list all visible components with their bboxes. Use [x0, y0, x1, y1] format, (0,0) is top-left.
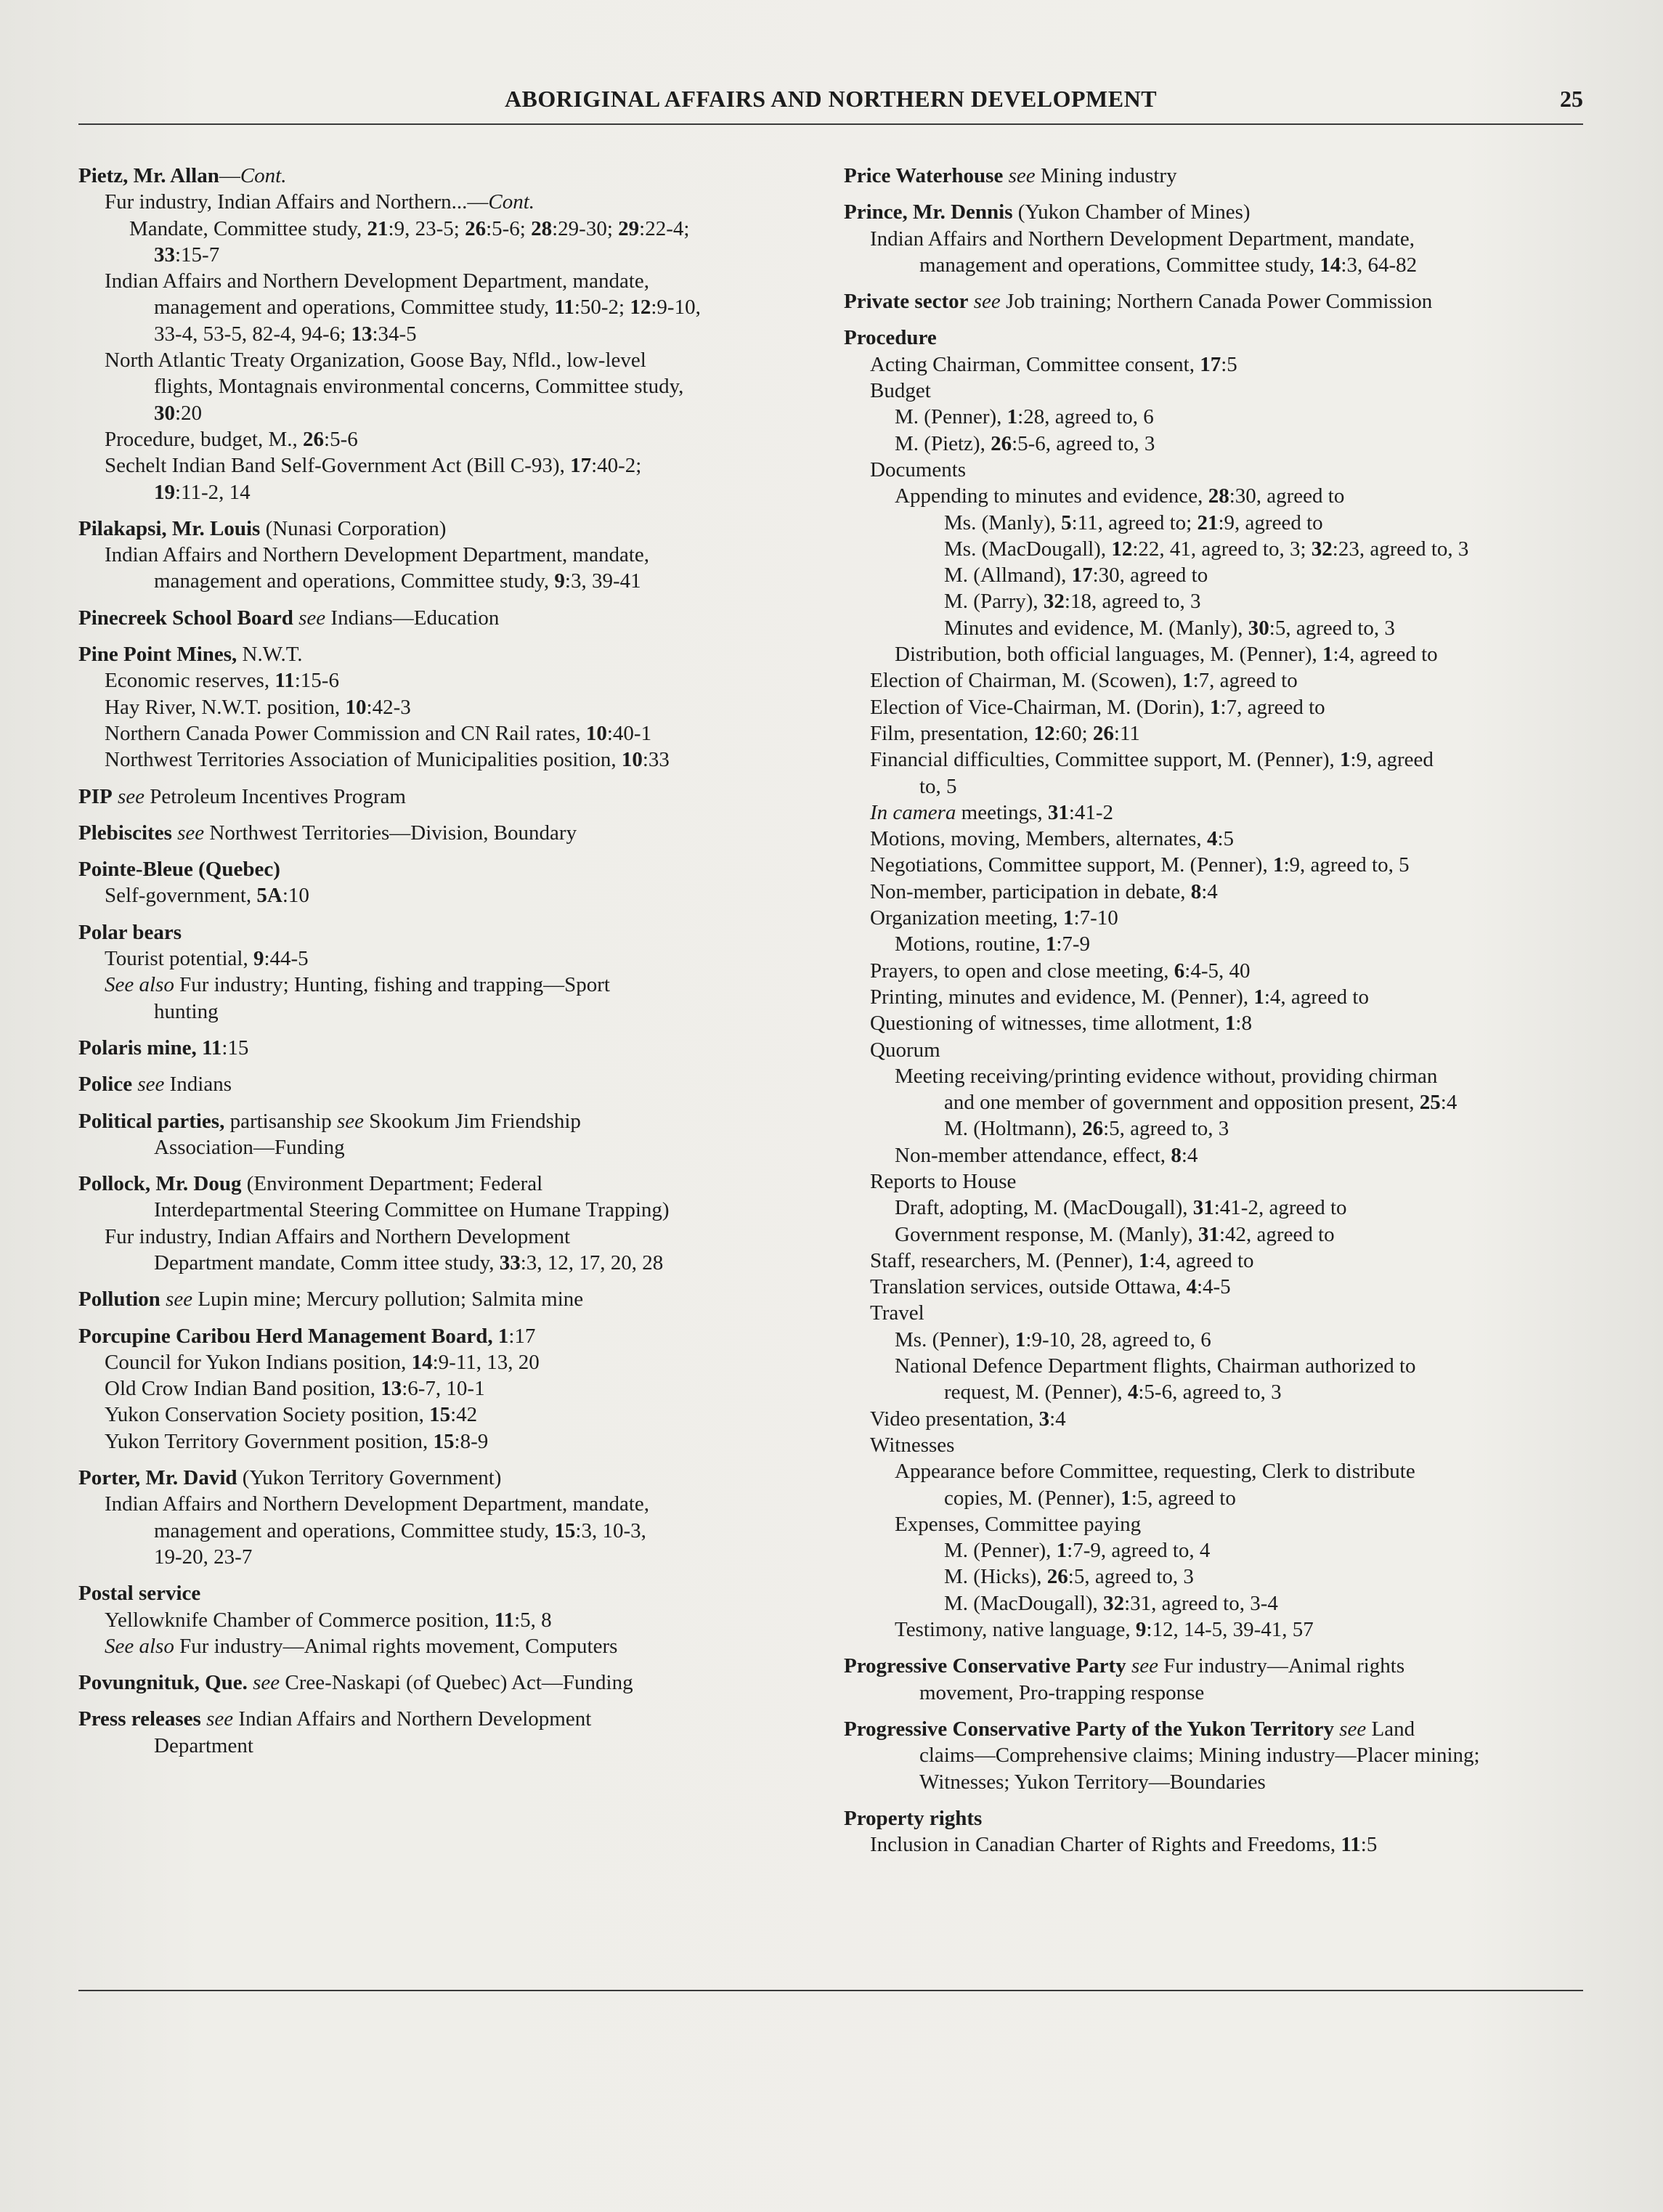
index-subentry: Witnesses; Yukon Territory—Boundaries — [919, 1770, 1266, 1794]
index-subentry: hunting — [154, 999, 219, 1023]
index-subentry: Budget — [870, 379, 931, 403]
index-subentry: to, 5 — [919, 774, 957, 798]
index-subentry: Non-member attendance, effect, 8:4 — [895, 1143, 1198, 1167]
index-subentry: Fur industry, Indian Affairs and Northern Development — [105, 1224, 571, 1248]
index-heading: Polaris mine, 11:15 — [78, 1036, 249, 1060]
header-rule — [78, 123, 1583, 125]
index-subentry: Northern Canada Power Commission and CN Rail rates, 10:40-1 — [105, 721, 652, 745]
index-subentry: Acting Chairman, Committee consent, 17:5 — [870, 352, 1237, 376]
index-subentry: 30:20 — [154, 401, 203, 425]
index-heading: Progressive Conservative Party see Fur industry—Animal rights — [844, 1654, 1405, 1678]
index-subentry: management and operations, Committee study, 11:50-2; 12:9-10, — [154, 296, 701, 320]
index-heading: Police see Indians — [78, 1073, 232, 1097]
index-subentry: 33-4, 53-5, 82-4, 94-6; 13:34-5 — [154, 322, 417, 346]
index-heading: Procedure — [844, 326, 937, 350]
page-number: 25 — [1560, 86, 1583, 112]
index-subentry: Non-member, participation in debate, 8:4 — [870, 879, 1218, 903]
index-subentry: Financial difficulties, Committee support, M. (Penner), 1:9, agreed — [870, 748, 1434, 772]
index-subentry: Motions, routine, 1:7-9 — [895, 932, 1091, 956]
index-subentry: Prayers, to open and close meeting, 6:4-5, 40 — [870, 959, 1251, 983]
index-subentry: Fur industry, Indian Affairs and Northern...—Cont. — [105, 190, 535, 214]
index-subentry: M. (Allmand), 17:30, agreed to — [944, 564, 1208, 587]
index-column-left — [78, 163, 805, 1769]
index-subentry: Indian Affairs and Northern Development Department, mandate, — [105, 269, 649, 293]
index-subentry: M. (Parry), 32:18, agreed to, 3 — [944, 590, 1201, 614]
index-subentry: copies, M. (Penner), 1:5, agreed to — [944, 1486, 1236, 1510]
index-entry — [78, 1323, 805, 1455]
index-entry — [78, 1580, 805, 1659]
index-heading: Pine Point Mines, N.W.T. — [78, 643, 303, 667]
index-heading: Porter, Mr. David (Yukon Territory Government) — [78, 1466, 502, 1490]
index-subentry: Self-government, 5A:10 — [105, 884, 309, 908]
index-subentry: Council for Yukon Indians position, 14:9-11, 13, 20 — [105, 1350, 540, 1374]
index-subentry: Reports to House — [870, 1169, 1017, 1193]
index-subentry: Witnesses — [870, 1433, 955, 1457]
index-subentry: 19-20, 23-7 — [154, 1545, 253, 1569]
page-header — [78, 86, 1583, 119]
index-subentry: Old Crow Indian Band position, 13:6-7, 10-1 — [105, 1377, 485, 1401]
index-entry — [78, 1670, 805, 1696]
index-subentry: In camera meetings, 31:41-2 — [870, 800, 1114, 824]
index-subentry: North Atlantic Treaty Organization, Goose Bay, Nfld., low-level — [105, 349, 646, 373]
index-subentry: Department — [154, 1733, 253, 1757]
index-subentry: Economic reserves, 11:15-6 — [105, 669, 339, 693]
index-subentry: M. (Penner), 1:7-9, agreed to, 4 — [944, 1539, 1211, 1563]
index-entry — [78, 163, 805, 505]
index-heading: Povungnituk, Que. see Cree-Naskapi (of Quebec) Act—Funding — [78, 1671, 633, 1695]
index-subentry: management and operations, Committee study, 14:3, 64-82 — [919, 253, 1418, 277]
index-subentry: Interdepartmental Steering Committee on Humane Trapping) — [154, 1198, 670, 1222]
index-subentry: Testimony, native language, 9:12, 14-5, 39-41, 57 — [895, 1618, 1314, 1642]
index-subentry: Appending to minutes and evidence, 28:30, agreed to — [895, 484, 1345, 508]
index-subentry: Meeting receiving/printing evidence without, providing chirman — [895, 1064, 1438, 1088]
index-subentry: Northwest Territories Association of Municipalities position, 10:33 — [105, 748, 670, 772]
index-heading: Pollock, Mr. Doug (Environment Department; Federal — [78, 1172, 543, 1196]
index-subentry: Sechelt Indian Band Self-Government Act (Bill C-93), 17:40-2; — [105, 454, 642, 478]
index-subentry: 33:15-7 — [154, 243, 220, 267]
index-subentry: Hay River, N.W.T. position, 10:42-3 — [105, 695, 411, 719]
index-subentry: Film, presentation, 12:60; 26:11 — [870, 721, 1140, 745]
index-subentry: Election of Vice-Chairman, M. (Dorin), 1:7, agreed to — [870, 695, 1325, 719]
index-entry — [78, 1465, 805, 1570]
index-subentry: Ms. (Manly), 5:11, agreed to; 21:9, agreed to — [944, 511, 1323, 534]
index-subentry: Yellowknife Chamber of Commerce position, 11:5, 8 — [105, 1608, 552, 1632]
index-entry — [844, 163, 1585, 189]
index-subentry: Department mandate, Comm ittee study, 33:3, 12, 17, 20, 28 — [154, 1251, 664, 1274]
index-subentry: See also Fur industry; Hunting, fishing and trapping—Sport — [105, 973, 610, 997]
index-subentry: Yukon Territory Government position, 15:8-9 — [105, 1429, 489, 1453]
index-heading: Property rights — [844, 1806, 983, 1830]
index-heading: Pointe-Bleue (Quebec) — [78, 858, 280, 882]
index-subentry: management and operations, Committee study, 15:3, 10-3, — [154, 1518, 646, 1542]
index-entry — [78, 919, 805, 1025]
index-entry — [78, 784, 805, 810]
index-entry — [78, 820, 805, 846]
index-heading: Progressive Conservative Party of the Yukon Territory see Land — [844, 1717, 1415, 1741]
index-subentry: M. (Penner), 1:28, agreed to, 6 — [895, 405, 1154, 429]
index-subentry: Questioning of witnesses, time allotment, 1:8 — [870, 1012, 1252, 1036]
index-subentry: Translation services, outside Ottawa, 4:4-5 — [870, 1275, 1231, 1299]
index-entry — [78, 856, 805, 909]
index-subentry: management and operations, Committee study, 9:3, 39-41 — [154, 569, 641, 593]
index-entry — [78, 516, 805, 595]
index-entry — [78, 1706, 805, 1759]
index-subentry: Tourist potential, 9:44-5 — [105, 947, 309, 971]
index-heading: Private sector see Job training; Northern Canada Power Commission — [844, 290, 1433, 314]
index-subentry: Travel — [870, 1301, 924, 1325]
index-heading: Porcupine Caribou Herd Management Board, 1:17 — [78, 1324, 536, 1348]
index-subentry: claims—Comprehensive claims; Mining industry—Placer mining; — [919, 1744, 1480, 1768]
index-entry — [844, 1653, 1585, 1706]
index-column-right — [844, 163, 1585, 1868]
index-subentry: Government response, M. (Manly), 31:42, agreed to — [895, 1222, 1335, 1246]
index-entry — [844, 288, 1585, 314]
index-entry — [78, 641, 805, 773]
index-subentry: Ms. (MacDougall), 12:22, 41, agreed to, 3; 32:23, agreed to, 3 — [944, 537, 1469, 561]
index-heading: PIP see Petroleum Incentives Program — [78, 784, 406, 808]
index-heading: Political parties, partisanship see Skookum Jim Friendship — [78, 1109, 581, 1133]
index-subentry: Organization meeting, 1:7-10 — [870, 906, 1118, 930]
index-subentry: Draft, adopting, M. (MacDougall), 31:41-2, agreed to — [895, 1196, 1347, 1220]
index-heading: Postal service — [78, 1582, 201, 1606]
index-subentry: Procedure, budget, M., 26:5-6 — [105, 427, 358, 451]
index-entry — [78, 1171, 805, 1276]
index-subentry: Indian Affairs and Northern Development Department, mandate, — [105, 543, 649, 567]
index-subentry: Distribution, both official languages, M. (Penner), 1:4, agreed to — [895, 643, 1438, 667]
index-subentry: Staff, researchers, M. (Penner), 1:4, agreed to — [870, 1248, 1254, 1272]
index-entry — [78, 1035, 805, 1061]
index-subentry: Documents — [870, 458, 967, 481]
index-subentry: Indian Affairs and Northern Development Department, mandate, — [870, 227, 1415, 251]
index-subentry: Minutes and evidence, M. (Manly), 30:5, agreed to, 3 — [944, 616, 1395, 640]
footer-rule — [78, 1990, 1583, 1991]
index-subentry: Yukon Conservation Society position, 15:42 — [105, 1403, 478, 1427]
index-subentry: M. (Holtmann), 26:5, agreed to, 3 — [944, 1117, 1229, 1141]
index-subentry: Motions, moving, Members, alternates, 4:5 — [870, 827, 1234, 851]
index-subentry: Negotiations, Committee support, M. (Penner), 1:9, agreed to, 5 — [870, 853, 1410, 877]
index-subentry: movement, Pro-trapping response — [919, 1680, 1205, 1704]
index-subentry: M. (Hicks), 26:5, agreed to, 3 — [944, 1565, 1194, 1589]
index-heading: Plebiscites see Northwest Territories—Division, Boundary — [78, 821, 577, 845]
index-subentry: 19:11-2, 14 — [154, 480, 251, 504]
index-subentry: Appearance before Committee, requesting, Clerk to distribute — [895, 1460, 1415, 1484]
index-entry — [78, 605, 805, 631]
index-heading: Pietz, Mr. Allan—Cont. — [78, 164, 287, 187]
index-entry — [844, 199, 1585, 278]
index-entry — [78, 1108, 805, 1161]
index-heading: Pilakapsi, Mr. Louis (Nunasi Corporation) — [78, 516, 447, 540]
index-subentry: Printing, minutes and evidence, M. (Penner), 1:4, agreed to — [870, 985, 1369, 1009]
index-subentry: Indian Affairs and Northern Development Department, mandate, — [105, 1492, 649, 1516]
index-subentry: M. (MacDougall), 32:31, agreed to, 3-4 — [944, 1591, 1278, 1615]
index-heading: Price Waterhouse see Mining industry — [844, 164, 1177, 187]
index-subentry: National Defence Department flights, Chairman authorized to — [895, 1354, 1416, 1378]
index-entry — [844, 1805, 1585, 1858]
index-subentry: Inclusion in Canadian Charter of Rights and Freedoms, 11:5 — [870, 1833, 1378, 1857]
index-heading: Polar bears — [78, 920, 182, 944]
index-entry — [78, 1071, 805, 1097]
index-subentry: request, M. (Penner), 4:5-6, agreed to, 3 — [944, 1381, 1282, 1404]
index-subentry: Video presentation, 3:4 — [870, 1407, 1066, 1431]
index-subentry: Expenses, Committee paying — [895, 1512, 1142, 1536]
index-subentry: M. (Pietz), 26:5-6, agreed to, 3 — [895, 431, 1155, 455]
index-subentry: flights, Montagnais environmental concerns, Committee study, — [154, 375, 684, 399]
index-subentry: and one member of government and opposition present, 25:4 — [944, 1091, 1457, 1115]
index-subentry: See also Fur industry—Animal rights movement, Computers — [105, 1634, 618, 1658]
index-subentry: Mandate, Committee study, 21:9, 23-5; 26:5-6; 28:29-30; 29:22-4; — [129, 216, 690, 240]
index-subentry: Election of Chairman, M. (Scowen), 1:7, agreed to — [870, 669, 1298, 693]
index-entry — [78, 1286, 805, 1312]
index-heading: Pinecreek School Board see Indians—Education — [78, 606, 500, 630]
index-entry — [844, 1716, 1585, 1795]
header-title: ABORIGINAL AFFAIRS AND NORTHERN DEVELOPMENT — [504, 86, 1158, 112]
index-subentry: Quorum — [870, 1038, 940, 1062]
index-heading: Press releases see Indian Affairs and Northern Development — [78, 1707, 592, 1731]
index-subentry: Ms. (Penner), 1:9-10, 28, agreed to, 6 — [895, 1327, 1211, 1351]
index-entry — [844, 325, 1585, 1643]
index-subentry: Association—Funding — [154, 1135, 345, 1159]
index-heading: Pollution see Lupin mine; Mercury pollution; Salmita mine — [78, 1288, 584, 1312]
index-heading: Prince, Mr. Dennis (Yukon Chamber of Mines) — [844, 200, 1251, 224]
